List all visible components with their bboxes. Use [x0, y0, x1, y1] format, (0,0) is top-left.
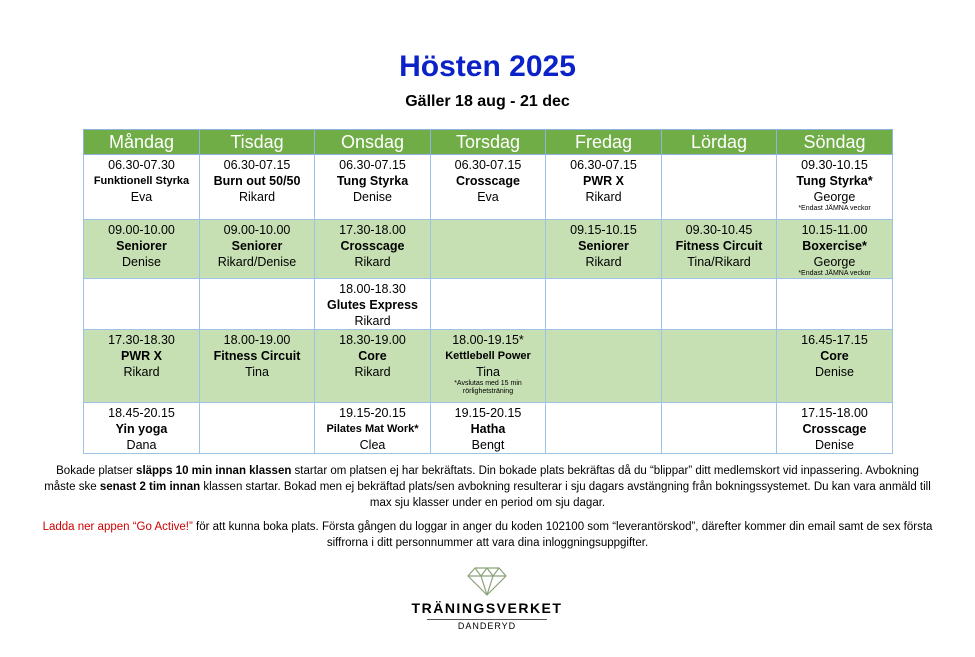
class-instructor: Rikard [123, 365, 160, 379]
class-time: 19.15-20.15 [454, 406, 522, 420]
class-cell [546, 220, 662, 279]
empty-cell [84, 279, 200, 330]
class-instructor: Bengt [471, 438, 505, 452]
diamond-icon [467, 566, 507, 596]
class-instructor: Rikard [238, 190, 276, 204]
class-time: 18.45-20.15 [108, 406, 175, 420]
class-name: Yin yoga [115, 422, 168, 436]
brand-name: TRÄNINGSVERKET [411, 600, 563, 616]
class-time: 09.15-10.15 [570, 223, 637, 237]
empty-cell [662, 330, 777, 403]
class-time: 06.30-07.15 [339, 158, 406, 172]
class-name: Glutes Express [326, 298, 418, 312]
day-header: Fredag [546, 130, 662, 155]
class-instructor: Dana [126, 438, 157, 452]
class-instructor: Rikard/Denise [217, 255, 297, 269]
class-time: 06.30-07.30 [108, 158, 175, 172]
class-cell [315, 330, 431, 403]
class-name: Fitness Circuit [213, 349, 301, 363]
class-time: 17.30-18.30 [108, 333, 175, 347]
class-instructor: Denise [815, 365, 854, 379]
empty-cell [431, 279, 546, 330]
class-cell [84, 330, 200, 403]
class-time: 16.45-17.15 [801, 333, 868, 347]
class-instructor: Denise [815, 438, 854, 452]
class-instructor: Tina [245, 365, 269, 379]
class-time: 18.00-19.00 [223, 333, 291, 347]
class-cell [315, 403, 431, 454]
class-cell [84, 403, 200, 454]
day-header: Lördag [662, 130, 777, 155]
class-time: 06.30-07.15 [223, 158, 291, 172]
schedule-row [84, 220, 893, 279]
empty-cell [200, 403, 315, 454]
class-name: Kettlebell Power [445, 350, 531, 362]
class-name: Fitness Circuit [675, 239, 763, 253]
schedule-row [84, 279, 893, 330]
class-time: 09.30-10.45 [685, 223, 753, 237]
class-name: Burn out 50/50 [213, 174, 301, 188]
empty-cell [546, 279, 662, 330]
class-time: 18.00-19.15* [452, 333, 524, 347]
day-header: Måndag [84, 130, 200, 155]
class-cell [315, 279, 431, 330]
class-name: Seniorer [578, 239, 629, 253]
empty-cell [200, 279, 315, 330]
empty-cell [662, 155, 777, 220]
class-cell [777, 330, 893, 403]
class-time: 09.30-10.15 [801, 158, 868, 172]
class-cell [200, 220, 315, 279]
brand-location: DANDERYD [427, 619, 547, 631]
page-title: Hösten 2025 [399, 50, 576, 83]
class-name: PWR X [121, 349, 162, 363]
empty-cell [431, 220, 546, 279]
class-time: 17.15-18.00 [801, 406, 868, 420]
day-header: Torsdag [431, 130, 546, 155]
class-name: Core [358, 349, 387, 363]
schedule-row [84, 155, 893, 220]
class-name: Seniorer [231, 239, 283, 253]
class-cell [662, 220, 777, 279]
class-time: 19.15-20.15 [339, 406, 406, 420]
day-header: Söndag [777, 130, 893, 155]
empty-cell [777, 279, 893, 330]
class-cell [84, 155, 200, 220]
class-name: Crosscage [456, 174, 520, 188]
class-note: *Endast JÄMNA veckor [798, 270, 871, 277]
class-instructor: Denise [122, 255, 161, 269]
class-cell [431, 403, 546, 454]
day-header-row [84, 130, 893, 155]
class-cell [777, 403, 893, 454]
class-name: Crosscage [802, 422, 867, 436]
class-time: 18.30-19.00 [339, 333, 406, 347]
booking-notes [40, 463, 935, 551]
class-instructor: Rikard [585, 255, 622, 269]
class-name: Tung Styrka [336, 174, 409, 188]
class-name: Pilates Mat Work* [326, 423, 419, 435]
class-name: Seniorer [116, 239, 167, 253]
class-cell [546, 155, 662, 220]
class-cell [200, 330, 315, 403]
day-header: Tisdag [200, 130, 315, 155]
class-time: 06.30-07.15 [454, 158, 522, 172]
logo [397, 566, 577, 634]
class-instructor: Rikard [354, 365, 391, 379]
class-name: Tung Styrka* [796, 174, 873, 188]
booking-rules: Bokade platser släpps 10 min innan klassen startar om platsen ej har bekräftats. Din bokade plats bekräftas då du “blippar” ditt medlemskort vid inpassering. Avbokning måste ske senast 2 tim innan klassen startar. Bokad men ej bekräftad plats/sen avbokning resulterar i sju dagars avstängning från bokningssystemet. Du kan vara anmäld till max sju klasser under en period om sju dagar. [44, 465, 931, 509]
class-time: 09.00-10.00 [223, 223, 291, 237]
class-time: 09.00-10.00 [108, 223, 175, 237]
class-note: *Avslutas med 15 min rörlighetsträning [454, 380, 522, 395]
empty-cell [546, 403, 662, 454]
empty-cell [662, 403, 777, 454]
page-subtitle: Gäller 18 aug - 21 dec [405, 93, 570, 110]
class-instructor: Eva [130, 190, 153, 204]
day-header: Onsdag [315, 130, 431, 155]
class-cell [777, 220, 893, 279]
app-instructions: Ladda ner appen “Go Active!” för att kunna boka plats. Första gången du loggar in anger du koden 102100 som “leverantörskod”, därefter kommer din email samt de sex första siffrorna i ditt personnummer att vara dina inloggningsuppgifter. [42, 521, 933, 549]
class-cell [777, 155, 893, 220]
class-cell [200, 155, 315, 220]
class-instructor: Rikard [354, 314, 391, 328]
class-name: Crosscage [340, 239, 405, 253]
empty-cell [546, 330, 662, 403]
schedule-table [83, 129, 893, 454]
class-name: Funktionell Styrka [93, 175, 190, 187]
app-download-notice: Ladda ner appen “Go Active!” [42, 521, 193, 533]
class-time: 06.30-07.15 [570, 158, 637, 172]
class-name: Hatha [470, 422, 506, 436]
class-time: 17.30-18.00 [339, 223, 406, 237]
class-instructor: Tina/Rikard [687, 255, 751, 269]
class-name: Boxercise* [802, 239, 867, 253]
class-cell [315, 155, 431, 220]
class-instructor: Eva [477, 190, 499, 204]
class-cell [431, 155, 546, 220]
class-cell [84, 220, 200, 279]
class-instructor: Rikard [354, 255, 391, 269]
class-cell [315, 220, 431, 279]
class-instructor: Rikard [585, 190, 622, 204]
class-cell [431, 330, 546, 403]
class-time: 10.15-11.00 [801, 223, 868, 237]
schedule-row [84, 330, 893, 403]
empty-cell [662, 279, 777, 330]
schedule-row [84, 403, 893, 454]
class-note: *Endast JÄMNA veckor [798, 205, 871, 212]
class-name: PWR X [583, 174, 624, 188]
class-instructor: Clea [359, 438, 386, 452]
class-instructor: George [813, 255, 856, 269]
class-instructor: Tina [476, 365, 500, 379]
class-time: 18.00-18.30 [339, 282, 406, 296]
class-instructor: Denise [353, 190, 392, 204]
class-instructor: George [813, 190, 856, 204]
class-name: Core [820, 349, 849, 363]
